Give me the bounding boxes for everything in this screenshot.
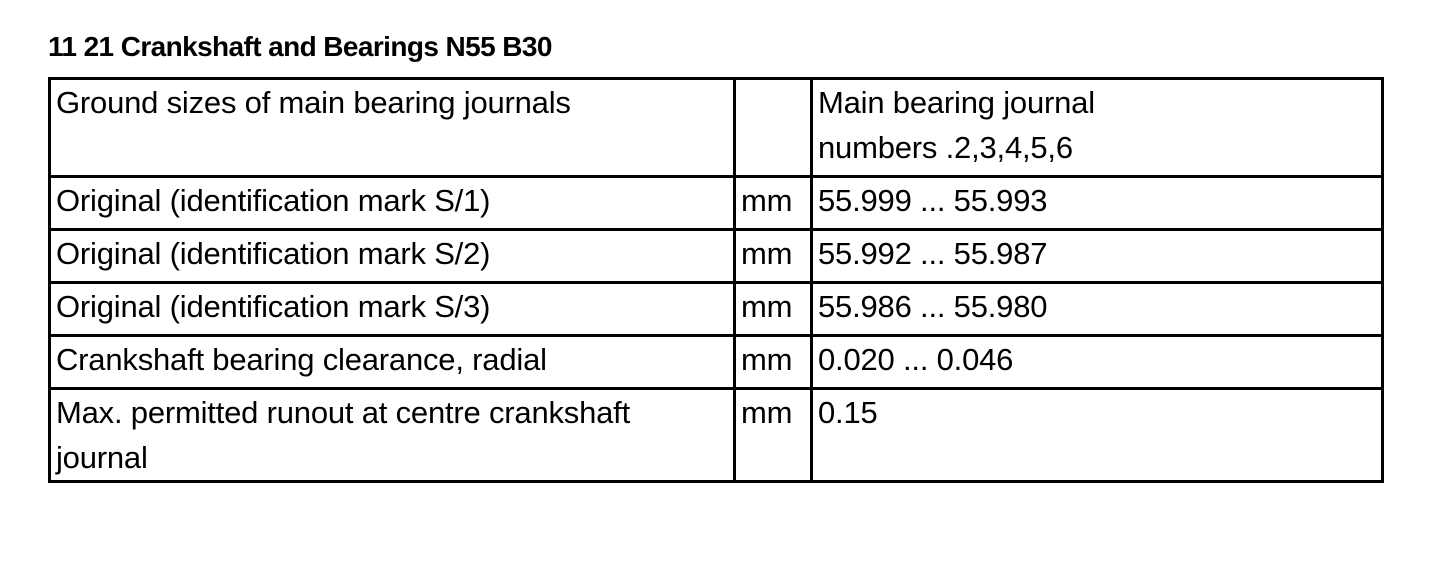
row-value: 0.15: [818, 395, 878, 430]
table-row: [50, 177, 1383, 230]
row-description-cell: [50, 230, 735, 283]
table-row: [50, 230, 1383, 283]
row-unit: mm: [741, 289, 793, 324]
row-value-cell: [812, 283, 1383, 336]
row-value: 55.999 ... 55.993: [818, 183, 1048, 218]
table-header-row: [50, 79, 1383, 177]
row-description: Original (identification mark S/2): [56, 236, 491, 271]
document-title: 11 21 Crankshaft and Bearings N55 B30: [48, 31, 552, 62]
row-value: 55.992 ... 55.987: [818, 236, 1048, 271]
row-value-cell: [812, 177, 1383, 230]
row-unit: mm: [741, 395, 793, 430]
row-value: 55.986 ... 55.980: [818, 289, 1048, 324]
row-description-cell: [50, 389, 735, 482]
header-value-line-1: Main bearing journal: [818, 85, 1095, 120]
table-row: [50, 283, 1383, 336]
row-description-line-2: journal: [56, 440, 148, 475]
header-value-cell: [812, 79, 1383, 177]
row-description-cell: [50, 283, 735, 336]
row-description: Original (identification mark S/3): [56, 289, 491, 324]
header-value-line-2: numbers .2,3,4,5,6: [818, 130, 1073, 165]
row-description: Original (identification mark S/1): [56, 183, 491, 218]
header-description-cell: [50, 79, 735, 177]
row-unit: mm: [741, 342, 793, 377]
row-unit-cell: [735, 336, 812, 389]
table-row: [50, 389, 1383, 482]
row-unit-cell: [735, 177, 812, 230]
row-value-cell: [812, 336, 1383, 389]
header-unit-cell: [735, 79, 812, 177]
row-unit-cell: [735, 283, 812, 336]
row-description-cell: [50, 177, 735, 230]
row-value: 0.020 ... 0.046: [818, 342, 1014, 377]
row-description: Crankshaft bearing clearance, radial: [56, 342, 547, 377]
header-description: Ground sizes of main bearing journals: [56, 85, 571, 120]
row-value-cell: [812, 230, 1383, 283]
specification-table: [48, 77, 1384, 483]
row-unit: mm: [741, 183, 793, 218]
row-unit-cell: [735, 389, 812, 482]
row-unit-cell: [735, 230, 812, 283]
row-description-cell: [50, 336, 735, 389]
row-unit: mm: [741, 236, 793, 271]
row-description-line-1: Max. permitted runout at centre crankshaft: [56, 395, 630, 430]
row-value-cell: [812, 389, 1383, 482]
table-row: [50, 336, 1383, 389]
